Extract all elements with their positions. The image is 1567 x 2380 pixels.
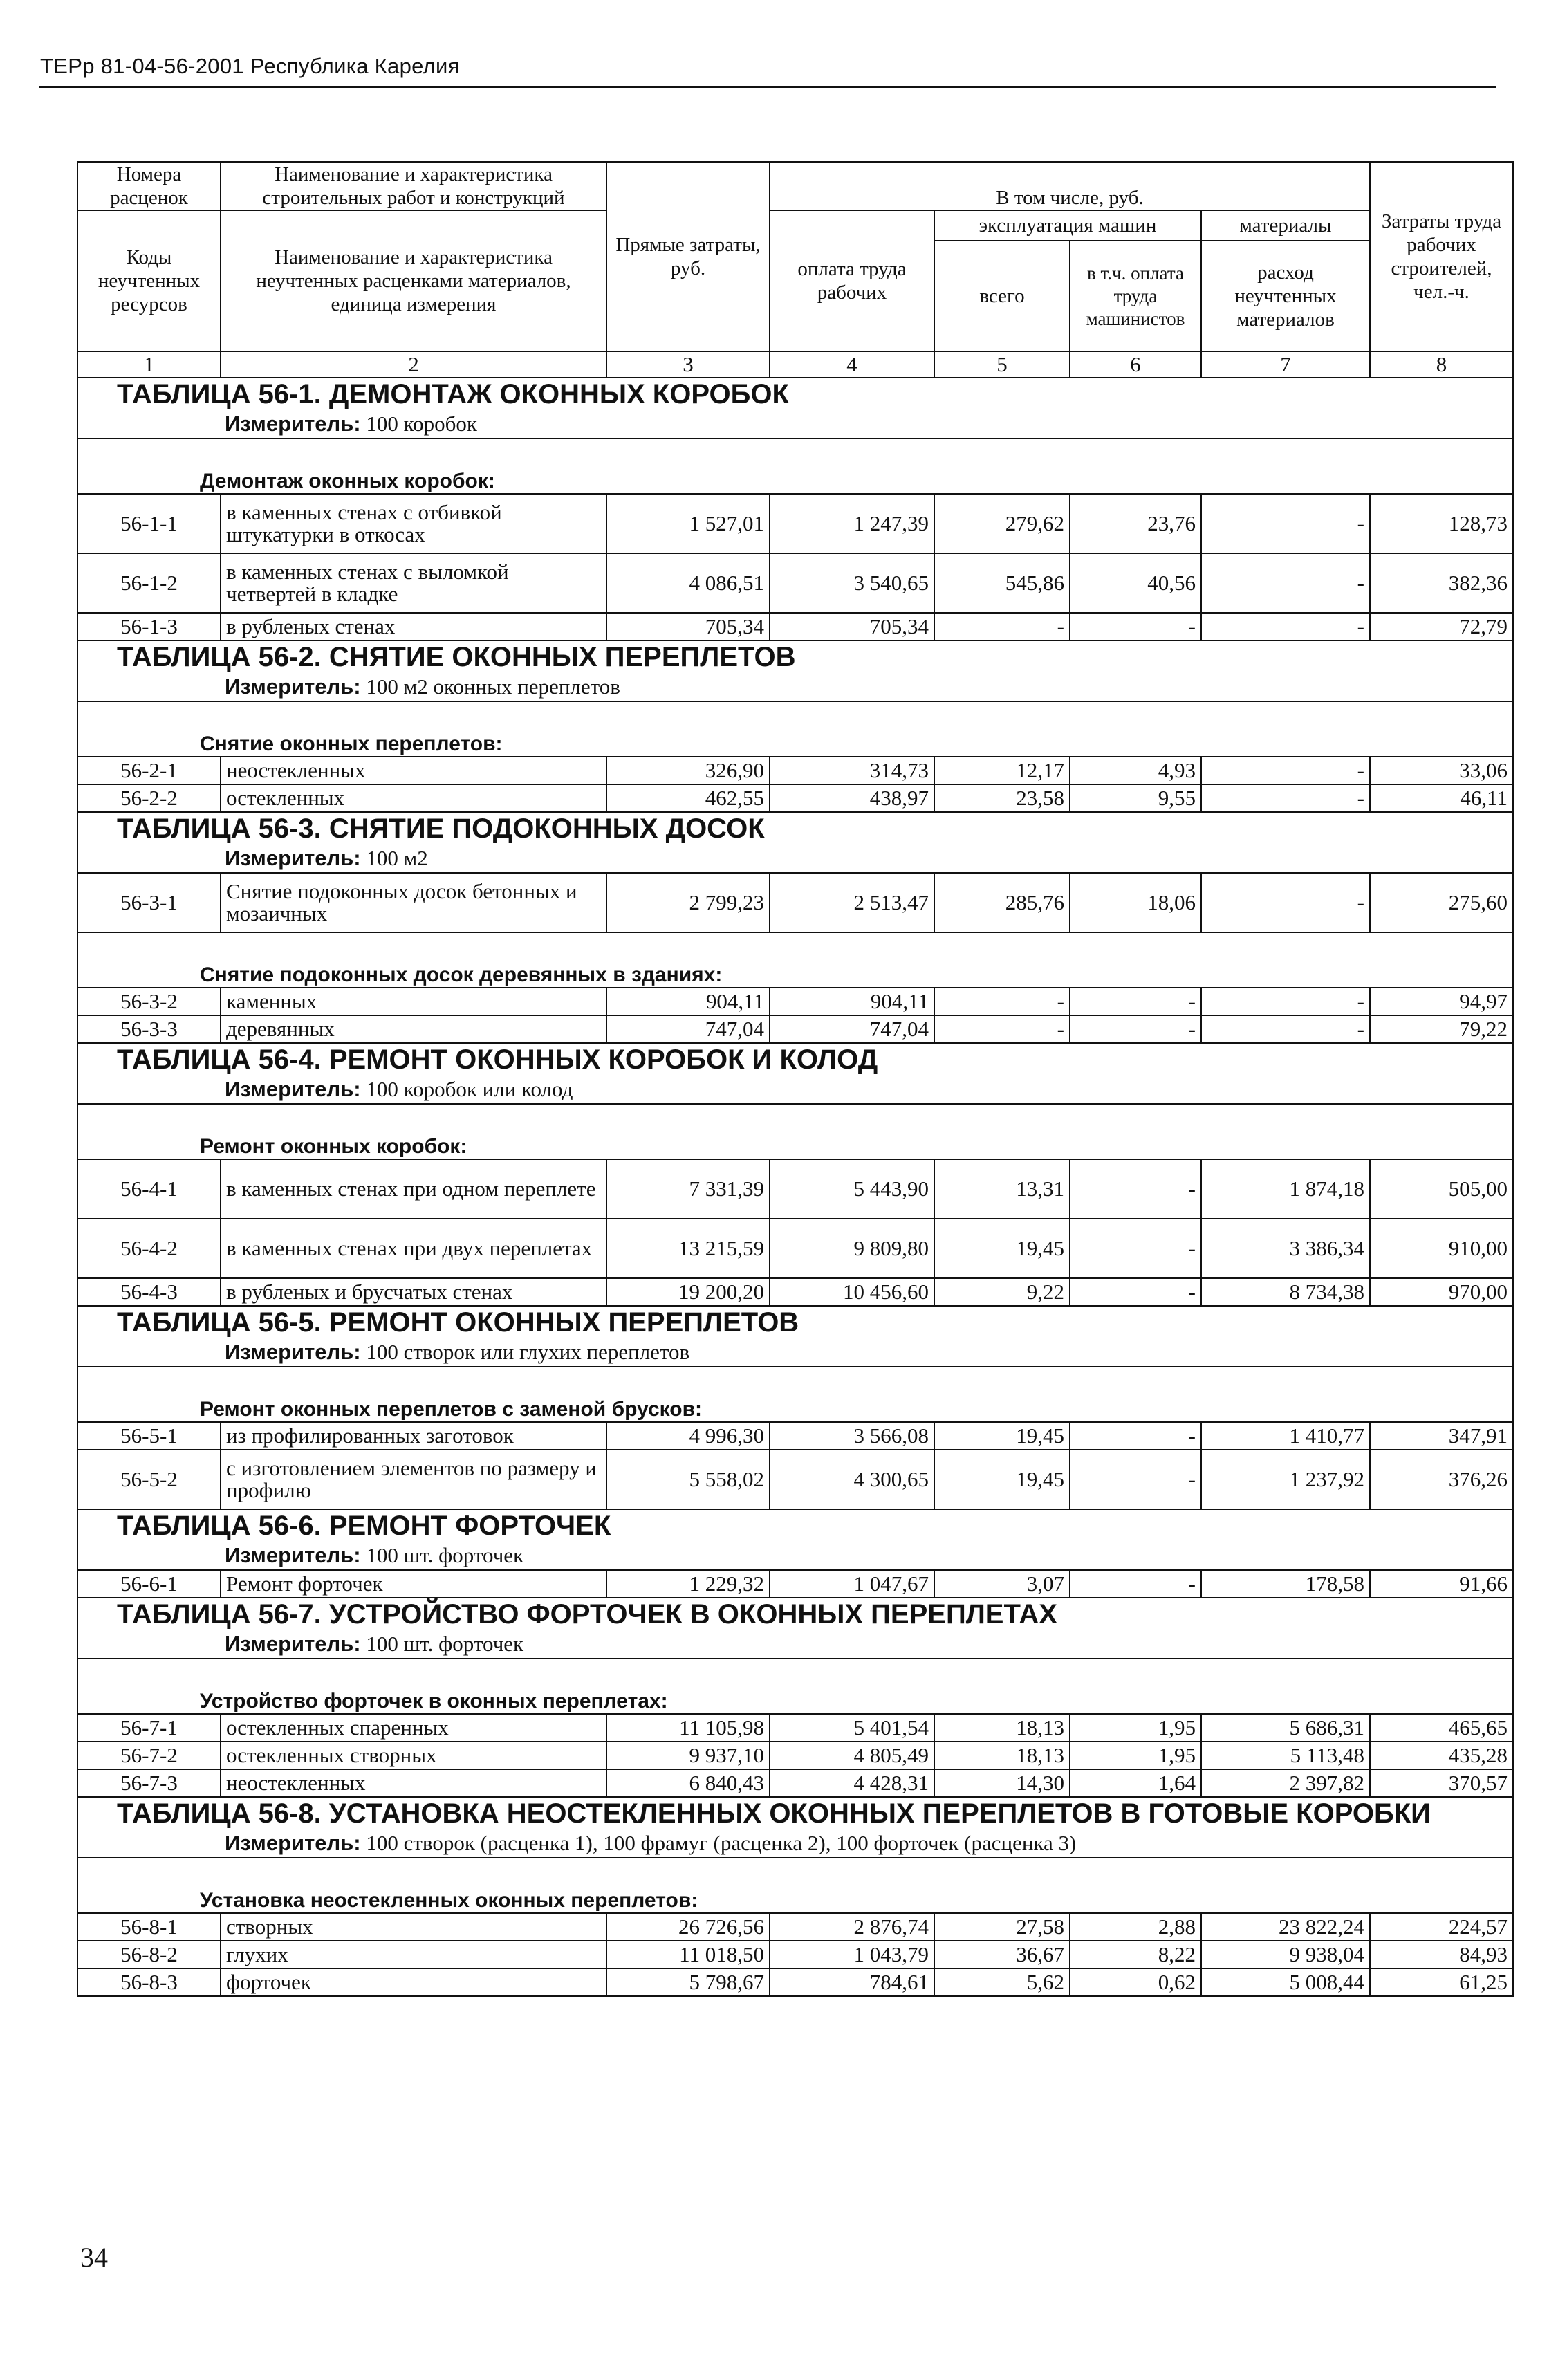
labor-hours: 505,00 bbox=[1370, 1159, 1513, 1219]
measure-label: Измеритель: bbox=[225, 674, 361, 699]
direct-costs: 904,11 bbox=[606, 988, 770, 1015]
in-that-header: В том числе, руб. bbox=[770, 162, 1370, 210]
materials-cost: - bbox=[1201, 873, 1370, 932]
machines-total: 27,58 bbox=[934, 1913, 1070, 1941]
table-row bbox=[77, 1219, 1513, 1278]
labor-pay: 1 043,79 bbox=[770, 1941, 934, 1968]
materials-cost: - bbox=[1201, 784, 1370, 812]
machinists-pay: - bbox=[1070, 613, 1201, 640]
column-number: 6 bbox=[1070, 351, 1201, 378]
rate-code: 56-1-3 bbox=[77, 613, 221, 640]
machines-total: 19,45 bbox=[934, 1450, 1070, 1509]
rate-code: 56-7-2 bbox=[77, 1742, 221, 1769]
rate-code: 56-7-3 bbox=[77, 1769, 221, 1797]
work-name: Ремонт форточек bbox=[221, 1570, 606, 1598]
rate-code: 56-4-1 bbox=[77, 1159, 221, 1219]
labor-pay: 314,73 bbox=[770, 757, 934, 784]
section-title-row bbox=[77, 1797, 1513, 1829]
work-name: деревянных bbox=[221, 1015, 606, 1043]
work-name: створных bbox=[221, 1913, 606, 1941]
materials-cost: 1 410,77 bbox=[1201, 1422, 1370, 1450]
work-name: остекленных спаренных bbox=[221, 1714, 606, 1742]
direct-costs: 6 840,43 bbox=[606, 1769, 770, 1797]
materials-cost: - bbox=[1201, 553, 1370, 613]
labor-hours: 465,65 bbox=[1370, 1714, 1513, 1742]
work-name: в каменных стенах при двух переплетах bbox=[221, 1219, 606, 1278]
machines-total: 9,22 bbox=[934, 1278, 1070, 1306]
col4-header: оплата труда рабочих bbox=[770, 210, 934, 351]
materials-cost: - bbox=[1201, 613, 1370, 640]
work-name: остекленных bbox=[221, 784, 606, 812]
table-row bbox=[77, 613, 1513, 640]
labor-hours: 94,97 bbox=[1370, 988, 1513, 1015]
labor-pay: 784,61 bbox=[770, 1968, 934, 1996]
machines-total: 14,30 bbox=[934, 1769, 1070, 1797]
table-row bbox=[77, 1742, 1513, 1769]
machinists-pay: - bbox=[1070, 1159, 1201, 1219]
labor-hours: 435,28 bbox=[1370, 1742, 1513, 1769]
direct-costs: 19 200,20 bbox=[606, 1278, 770, 1306]
section-title-row bbox=[77, 378, 1513, 410]
col6-header: в т.ч. оплата труда машинистов bbox=[1070, 241, 1201, 351]
col7-header: расход неучтенных материалов bbox=[1201, 241, 1370, 351]
labor-hours: 970,00 bbox=[1370, 1278, 1513, 1306]
materials-cost: 23 822,24 bbox=[1201, 1913, 1370, 1941]
table-row bbox=[77, 1769, 1513, 1797]
rate-code: 56-1-2 bbox=[77, 553, 221, 613]
work-name: в рубленых и брусчатых стенах bbox=[221, 1278, 606, 1306]
section-title-row bbox=[77, 812, 1513, 845]
materials-cost: - bbox=[1201, 757, 1370, 784]
price-table bbox=[77, 161, 1514, 1997]
rate-code: 56-8-3 bbox=[77, 1968, 221, 1996]
section-title: ТАБЛИЦА 56-7. УСТРОЙСТВО ФОРТОЧЕК В ОКОННЫХ ПЕРЕПЛЕТАХ bbox=[77, 1598, 1513, 1630]
table-row bbox=[77, 1450, 1513, 1509]
measure-row bbox=[77, 1630, 1513, 1659]
labor-pay: 5 443,90 bbox=[770, 1159, 934, 1219]
group-row bbox=[77, 439, 1513, 494]
rate-code: 56-5-2 bbox=[77, 1450, 221, 1509]
column-number: 1 bbox=[77, 351, 221, 378]
materials-cost: 5 113,48 bbox=[1201, 1742, 1370, 1769]
labor-hours: 224,57 bbox=[1370, 1913, 1513, 1941]
machines-total: 19,45 bbox=[934, 1219, 1070, 1278]
table-row bbox=[77, 757, 1513, 784]
direct-costs: 462,55 bbox=[606, 784, 770, 812]
machines-total: 18,13 bbox=[934, 1714, 1070, 1742]
machinists-pay: 1,95 bbox=[1070, 1714, 1201, 1742]
work-name: в каменных стенах при одном переплете bbox=[221, 1159, 606, 1219]
rate-code: 56-3-2 bbox=[77, 988, 221, 1015]
group-row bbox=[77, 1104, 1513, 1159]
rate-code: 56-2-1 bbox=[77, 757, 221, 784]
machinists-pay: 0,62 bbox=[1070, 1968, 1201, 1996]
machines-total: 13,31 bbox=[934, 1159, 1070, 1219]
rate-code: 56-5-1 bbox=[77, 1422, 221, 1450]
measure-row bbox=[77, 1338, 1513, 1367]
table-row bbox=[77, 873, 1513, 932]
direct-costs: 1 527,01 bbox=[606, 494, 770, 553]
rate-code: 56-7-1 bbox=[77, 1714, 221, 1742]
materials-cost: 178,58 bbox=[1201, 1570, 1370, 1598]
column-number: 4 bbox=[770, 351, 934, 378]
materials-cost: 9 938,04 bbox=[1201, 1941, 1370, 1968]
measure-unit bbox=[77, 845, 1513, 873]
measure-value: 100 шт. форточек bbox=[366, 1632, 524, 1656]
labor-pay: 747,04 bbox=[770, 1015, 934, 1043]
col2-header-top: Наименование и характеристика строительных работ и конструкций bbox=[221, 162, 606, 210]
labor-hours: 370,57 bbox=[1370, 1769, 1513, 1797]
machinists-pay: - bbox=[1070, 1219, 1201, 1278]
labor-pay: 2 876,74 bbox=[770, 1913, 934, 1941]
labor-hours: 72,79 bbox=[1370, 613, 1513, 640]
measure-label: Измеритель: bbox=[225, 1340, 361, 1364]
direct-costs: 5 558,02 bbox=[606, 1450, 770, 1509]
direct-costs: 26 726,56 bbox=[606, 1913, 770, 1941]
section-title-row bbox=[77, 1043, 1513, 1076]
direct-costs: 4 086,51 bbox=[606, 553, 770, 613]
machinists-pay: 8,22 bbox=[1070, 1941, 1201, 1968]
rate-code: 56-8-1 bbox=[77, 1913, 221, 1941]
measure-row bbox=[77, 1076, 1513, 1104]
table-row bbox=[77, 1278, 1513, 1306]
measure-row bbox=[77, 1542, 1513, 1570]
measure-unit bbox=[77, 1829, 1513, 1858]
measure-row bbox=[77, 845, 1513, 873]
machinists-pay: - bbox=[1070, 1570, 1201, 1598]
group-heading: Ремонт оконных переплетов с заменой брусков: bbox=[77, 1367, 1513, 1422]
materials-cost: 1 874,18 bbox=[1201, 1159, 1370, 1219]
direct-costs: 9 937,10 bbox=[606, 1742, 770, 1769]
column-number: 2 bbox=[221, 351, 606, 378]
col2-header-bottom: Наименование и характеристика неучтенных расценками материалов, единица измерения bbox=[221, 210, 606, 351]
machines-total: 23,58 bbox=[934, 784, 1070, 812]
labor-hours: 382,36 bbox=[1370, 553, 1513, 613]
machines-header: эксплуатация машин bbox=[934, 210, 1201, 241]
page-number: 34 bbox=[80, 2242, 108, 2273]
header-rule bbox=[39, 86, 1496, 88]
table-row bbox=[77, 1941, 1513, 1968]
rate-code: 56-8-2 bbox=[77, 1941, 221, 1968]
section-title: ТАБЛИЦА 56-4. РЕМОНТ ОКОННЫХ КОРОБОК И КОЛОД bbox=[77, 1043, 1513, 1076]
direct-costs: 1 229,32 bbox=[606, 1570, 770, 1598]
measure-unit bbox=[77, 1338, 1513, 1367]
labor-pay: 438,97 bbox=[770, 784, 934, 812]
direct-costs: 5 798,67 bbox=[606, 1968, 770, 1996]
materials-cost: - bbox=[1201, 988, 1370, 1015]
table-row bbox=[77, 1015, 1513, 1043]
machinists-pay: - bbox=[1070, 1450, 1201, 1509]
work-name: глухих bbox=[221, 1941, 606, 1968]
table-row bbox=[77, 1422, 1513, 1450]
table-row bbox=[77, 1570, 1513, 1598]
machines-total: - bbox=[934, 988, 1070, 1015]
machines-total: 36,67 bbox=[934, 1941, 1070, 1968]
group-heading: Снятие подоконных досок деревянных в зданиях: bbox=[77, 932, 1513, 988]
section-title-row bbox=[77, 1306, 1513, 1338]
materials-cost: 1 237,92 bbox=[1201, 1450, 1370, 1509]
group-heading: Демонтаж оконных коробок: bbox=[77, 439, 1513, 494]
measure-row bbox=[77, 1829, 1513, 1858]
materials-cost: 2 397,82 bbox=[1201, 1769, 1370, 1797]
machines-total: - bbox=[934, 1015, 1070, 1043]
labor-hours: 128,73 bbox=[1370, 494, 1513, 553]
machines-total: 18,13 bbox=[934, 1742, 1070, 1769]
machinists-pay: 18,06 bbox=[1070, 873, 1201, 932]
measure-value: 100 створок или глухих переплетов bbox=[366, 1340, 690, 1364]
group-heading: Установка неостекленных оконных переплетов: bbox=[77, 1858, 1513, 1913]
labor-hours: 275,60 bbox=[1370, 873, 1513, 932]
machinists-pay: 4,93 bbox=[1070, 757, 1201, 784]
machinists-pay: 23,76 bbox=[1070, 494, 1201, 553]
labor-hours: 347,91 bbox=[1370, 1422, 1513, 1450]
work-name: в рубленых стенах bbox=[221, 613, 606, 640]
machines-total: 3,07 bbox=[934, 1570, 1070, 1598]
section-title: ТАБЛИЦА 56-5. РЕМОНТ ОКОННЫХ ПЕРЕПЛЕТОВ bbox=[77, 1306, 1513, 1338]
group-row bbox=[77, 1858, 1513, 1913]
labor-pay: 5 401,54 bbox=[770, 1714, 934, 1742]
materials-cost: 5 686,31 bbox=[1201, 1714, 1370, 1742]
machinists-pay: 9,55 bbox=[1070, 784, 1201, 812]
work-name: из профилированных заготовок bbox=[221, 1422, 606, 1450]
labor-pay: 904,11 bbox=[770, 988, 934, 1015]
machinists-pay: 40,56 bbox=[1070, 553, 1201, 613]
machines-total: 279,62 bbox=[934, 494, 1070, 553]
machinists-pay: - bbox=[1070, 1422, 1201, 1450]
direct-costs: 705,34 bbox=[606, 613, 770, 640]
machinists-pay: - bbox=[1070, 988, 1201, 1015]
labor-hours: 376,26 bbox=[1370, 1450, 1513, 1509]
direct-costs: 13 215,59 bbox=[606, 1219, 770, 1278]
column-number: 8 bbox=[1370, 351, 1513, 378]
section-title: ТАБЛИЦА 56-1. ДЕМОНТАЖ ОКОННЫХ КОРОБОК bbox=[77, 378, 1513, 410]
machinists-pay: - bbox=[1070, 1015, 1201, 1043]
rate-code: 56-2-2 bbox=[77, 784, 221, 812]
materials-cost: - bbox=[1201, 1015, 1370, 1043]
direct-costs: 747,04 bbox=[606, 1015, 770, 1043]
table-row bbox=[77, 1714, 1513, 1742]
measure-label: Измеритель: bbox=[225, 1632, 361, 1656]
labor-pay: 1 047,67 bbox=[770, 1570, 934, 1598]
col1-header-bottom: Коды неучтенных ресурсов bbox=[77, 210, 221, 351]
materials-header: материалы bbox=[1201, 210, 1370, 241]
column-number: 5 bbox=[934, 351, 1070, 378]
direct-costs: 2 799,23 bbox=[606, 873, 770, 932]
group-heading: Снятие оконных переплетов: bbox=[77, 701, 1513, 757]
machinists-pay: 2,88 bbox=[1070, 1913, 1201, 1941]
labor-hours: 61,25 bbox=[1370, 1968, 1513, 1996]
machines-total: 19,45 bbox=[934, 1422, 1070, 1450]
work-name: с изготовлением элементов по размеру и профилю bbox=[221, 1450, 606, 1509]
labor-hours: 84,93 bbox=[1370, 1941, 1513, 1968]
rate-code: 56-4-2 bbox=[77, 1219, 221, 1278]
measure-unit bbox=[77, 1542, 1513, 1570]
machines-total: 12,17 bbox=[934, 757, 1070, 784]
group-row bbox=[77, 932, 1513, 988]
work-name: форточек bbox=[221, 1968, 606, 1996]
col1-header-top: Номера расценок bbox=[77, 162, 221, 210]
work-name: в каменных стенах с выломкой четвертей в кладке bbox=[221, 553, 606, 613]
work-name: неостекленных bbox=[221, 757, 606, 784]
work-name: каменных bbox=[221, 988, 606, 1015]
measure-value: 100 м2 bbox=[366, 846, 428, 870]
labor-pay: 4 300,65 bbox=[770, 1450, 934, 1509]
materials-cost: 3 386,34 bbox=[1201, 1219, 1370, 1278]
measure-value: 100 коробок или колод bbox=[366, 1077, 573, 1101]
materials-cost: - bbox=[1201, 494, 1370, 553]
work-name: Снятие подоконных досок бетонных и мозаичных bbox=[221, 873, 606, 932]
group-heading: Устройство форточек в оконных переплетах: bbox=[77, 1659, 1513, 1714]
machinists-pay: - bbox=[1070, 1278, 1201, 1306]
labor-pay: 9 809,80 bbox=[770, 1219, 934, 1278]
rate-code: 56-6-1 bbox=[77, 1570, 221, 1598]
table-row bbox=[77, 1968, 1513, 1996]
labor-hours: 33,06 bbox=[1370, 757, 1513, 784]
work-name: неостекленных bbox=[221, 1769, 606, 1797]
machines-total: - bbox=[934, 613, 1070, 640]
table-row bbox=[77, 553, 1513, 613]
measure-value: 100 шт. форточек bbox=[366, 1543, 524, 1567]
table-row bbox=[77, 1159, 1513, 1219]
col5-header: всего bbox=[934, 241, 1070, 351]
measure-label: Измеритель: bbox=[225, 1543, 361, 1567]
work-name: остекленных створных bbox=[221, 1742, 606, 1769]
labor-hours: 91,66 bbox=[1370, 1570, 1513, 1598]
measure-row bbox=[77, 673, 1513, 701]
section-title-row bbox=[77, 1598, 1513, 1630]
group-row bbox=[77, 701, 1513, 757]
column-number: 7 bbox=[1201, 351, 1370, 378]
section-title-row bbox=[77, 1509, 1513, 1542]
direct-costs: 11 018,50 bbox=[606, 1941, 770, 1968]
labor-pay: 4 428,31 bbox=[770, 1769, 934, 1797]
machines-total: 285,76 bbox=[934, 873, 1070, 932]
labor-hours: 79,22 bbox=[1370, 1015, 1513, 1043]
labor-pay: 2 513,47 bbox=[770, 873, 934, 932]
column-number: 3 bbox=[606, 351, 770, 378]
materials-cost: 8 734,38 bbox=[1201, 1278, 1370, 1306]
section-title: ТАБЛИЦА 56-6. РЕМОНТ ФОРТОЧЕК bbox=[77, 1509, 1513, 1542]
group-row bbox=[77, 1659, 1513, 1714]
measure-label: Измеритель: bbox=[225, 1831, 361, 1855]
group-row bbox=[77, 1367, 1513, 1422]
labor-pay: 705,34 bbox=[770, 613, 934, 640]
labor-pay: 3 540,65 bbox=[770, 553, 934, 613]
labor-pay: 1 247,39 bbox=[770, 494, 934, 553]
measure-value: 100 м2 оконных переплетов bbox=[366, 674, 620, 699]
section-title-row bbox=[77, 640, 1513, 673]
direct-costs: 7 331,39 bbox=[606, 1159, 770, 1219]
measure-value: 100 коробок bbox=[366, 412, 477, 436]
table-row bbox=[77, 784, 1513, 812]
measure-unit bbox=[77, 1076, 1513, 1104]
measure-row bbox=[77, 410, 1513, 439]
measure-unit bbox=[77, 1630, 1513, 1659]
group-heading: Ремонт оконных коробок: bbox=[77, 1104, 1513, 1159]
measure-label: Измеритель: bbox=[225, 1077, 361, 1101]
measure-unit bbox=[77, 410, 1513, 439]
machinists-pay: 1,64 bbox=[1070, 1769, 1201, 1797]
machines-total: 545,86 bbox=[934, 553, 1070, 613]
direct-costs: 326,90 bbox=[606, 757, 770, 784]
rate-code: 56-1-1 bbox=[77, 494, 221, 553]
table-row bbox=[77, 1913, 1513, 1941]
measure-value: 100 створок (расценка 1), 100 фрамуг (расценка 2), 100 форточек (расценка 3) bbox=[366, 1831, 1077, 1855]
section-title: ТАБЛИЦА 56-3. СНЯТИЕ ПОДОКОННЫХ ДОСОК bbox=[77, 812, 1513, 845]
document-header: ТЕРр 81-04-56-2001 Республика Карелия bbox=[40, 54, 460, 78]
section-title: ТАБЛИЦА 56-2. СНЯТИЕ ОКОННЫХ ПЕРЕПЛЕТОВ bbox=[77, 640, 1513, 673]
measure-label: Измеритель: bbox=[225, 412, 361, 436]
materials-cost: 5 008,44 bbox=[1201, 1968, 1370, 1996]
rate-code: 56-4-3 bbox=[77, 1278, 221, 1306]
rate-code: 56-3-3 bbox=[77, 1015, 221, 1043]
labor-pay: 3 566,08 bbox=[770, 1422, 934, 1450]
table-row bbox=[77, 988, 1513, 1015]
col3-header: Прямые затраты, руб. bbox=[606, 162, 770, 351]
direct-costs: 4 996,30 bbox=[606, 1422, 770, 1450]
measure-label: Измеритель: bbox=[225, 846, 361, 870]
machinists-pay: 1,95 bbox=[1070, 1742, 1201, 1769]
col8-header: Затраты труда рабочих строителей, чел.-ч. bbox=[1370, 162, 1513, 351]
labor-pay: 10 456,60 bbox=[770, 1278, 934, 1306]
machines-total: 5,62 bbox=[934, 1968, 1070, 1996]
labor-hours: 46,11 bbox=[1370, 784, 1513, 812]
labor-pay: 4 805,49 bbox=[770, 1742, 934, 1769]
section-title: ТАБЛИЦА 56-8. УСТАНОВКА НЕОСТЕКЛЕННЫХ ОКОННЫХ ПЕРЕПЛЕТОВ В ГОТОВЫЕ КОРОБКИ bbox=[77, 1797, 1513, 1829]
rate-code: 56-3-1 bbox=[77, 873, 221, 932]
work-name: в каменных стенах с отбивкой штукатурки в откосах bbox=[221, 494, 606, 553]
labor-hours: 910,00 bbox=[1370, 1219, 1513, 1278]
direct-costs: 11 105,98 bbox=[606, 1714, 770, 1742]
measure-unit bbox=[77, 673, 1513, 701]
table-row bbox=[77, 494, 1513, 553]
